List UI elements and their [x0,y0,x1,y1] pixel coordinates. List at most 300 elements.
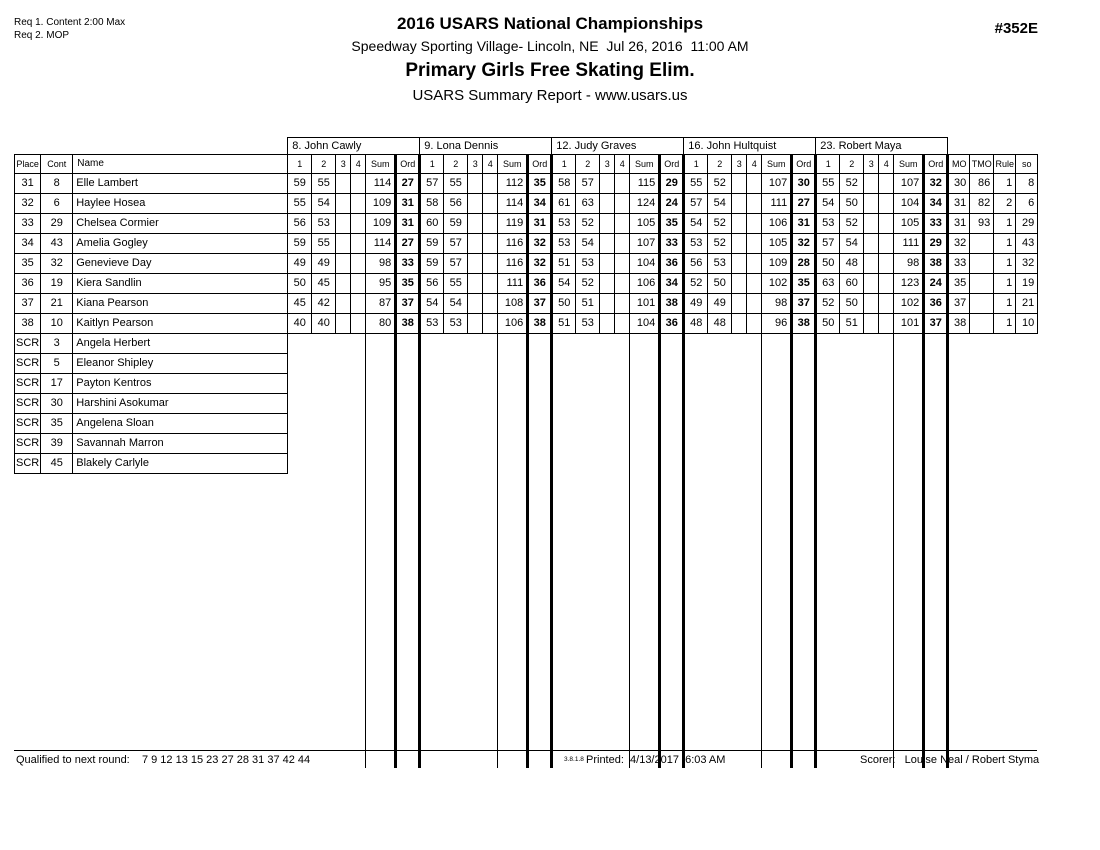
judge-name-1: 8. John Cawly [288,138,420,155]
grid-line-cell [366,354,396,374]
judge4-ordinal: 31 [792,214,816,234]
judge1-score-3 [336,194,351,214]
judge1-score-1: 45 [288,294,312,314]
header-judge5-sum: Sum [894,155,924,174]
header-judge1-ord: Ord [396,155,420,174]
judge1-score-1: 59 [288,234,312,254]
judge4-score-3 [732,314,747,334]
judge3-score-1: 51 [552,314,576,334]
grid-spacer [948,354,1038,374]
judge2-ordinal: 32 [528,254,552,274]
grid-line-cell [924,354,948,374]
judge2-score-1: 57 [420,174,444,194]
rule-value: 1 [994,314,1016,334]
grid-line-cell [792,474,816,769]
tmo-value: 82 [970,194,994,214]
judge2-score-2: 55 [444,274,468,294]
judge1-score-3 [336,254,351,274]
header-name: Name [73,155,288,174]
grid-line-cell [684,434,762,454]
judge1-sum: 87 [366,294,396,314]
grid-line-cell [684,374,762,394]
judge4-ordinal: 37 [792,294,816,314]
grid-line-cell [924,474,948,769]
tmo-value: 86 [970,174,994,194]
grid-line-cell [528,454,552,474]
grid-line-cell [816,394,894,414]
rule-value: 1 [994,254,1016,274]
grid-line-cell [630,354,660,374]
judge5-score-2: 52 [840,214,864,234]
judge4-score-4 [747,194,762,214]
judge3-sum: 115 [630,174,660,194]
place-value: 38 [15,314,41,334]
grid-line-cell [288,474,366,769]
header-judge4-2: 2 [708,155,732,174]
grid-line-cell [396,434,420,454]
judge3-score-4 [615,194,630,214]
judge3-sum: 105 [630,214,660,234]
judge5-ordinal: 24 [924,274,948,294]
header-judge2-4: 4 [483,155,498,174]
column-header-row [15,155,1038,174]
contestant-number: 5 [41,354,73,374]
contestant-number: 6 [41,194,73,214]
judge5-score-2: 51 [840,314,864,334]
judge4-score-2: 49 [708,294,732,314]
grid-line-cell [762,374,792,394]
grid-line-cell [498,454,528,474]
grid-line-cell [924,434,948,454]
grid-line-cell [630,434,660,454]
grid-line-cell [630,334,660,354]
judge3-score-1: 61 [552,194,576,214]
mo-value: 35 [948,274,970,294]
judge3-score-1: 58 [552,174,576,194]
judge3-ordinal: 36 [660,314,684,334]
judge3-score-4 [615,234,630,254]
scratch-row [15,374,1038,394]
judge5-ordinal: 38 [924,254,948,274]
judge2-score-1: 53 [420,314,444,334]
judge4-score-3 [732,194,747,214]
judge4-score-2: 48 [708,314,732,334]
header-judge1-4: 4 [351,155,366,174]
header-rule: Rule [994,155,1016,174]
tmo-value [970,254,994,274]
judge3-score-2: 51 [576,294,600,314]
judge2-ordinal: 35 [528,174,552,194]
grid-line-cell [816,474,894,769]
judge2-sum: 112 [498,174,528,194]
judge2-score-2: 57 [444,234,468,254]
judge2-score-2: 59 [444,214,468,234]
judge4-score-2: 52 [708,214,732,234]
judge1-score-2: 54 [312,194,336,214]
mo-value: 38 [948,314,970,334]
header-cont: Cont [41,155,73,174]
judge4-score-1: 55 [684,174,708,194]
grid-line-cell [396,374,420,394]
judge3-sum: 106 [630,274,660,294]
judge3-score-3 [600,194,615,214]
judge1-score-4 [351,294,366,314]
judge-name-3: 12. Judy Graves [552,138,684,155]
judge4-score-4 [747,314,762,334]
judge2-sum: 116 [498,254,528,274]
judge1-score-4 [351,194,366,214]
judge2-score-3 [468,214,483,234]
judge1-sum: 109 [366,194,396,214]
judge4-score-1: 52 [684,274,708,294]
judge1-ordinal: 35 [396,274,420,294]
grid-line-cell [924,414,948,434]
grid-line-cell [684,454,762,474]
grid-line-cell [366,454,396,474]
grid-line-cell [552,454,630,474]
grid-line-cell [894,474,924,769]
scratch-row [15,414,1038,434]
grid-line-cell [366,334,396,354]
judge4-score-2: 53 [708,254,732,274]
judge4-score-1: 56 [684,254,708,274]
judge3-score-3 [600,254,615,274]
judge3-ordinal: 29 [660,174,684,194]
header-tmo: TMO [970,155,994,174]
judge5-score-1: 50 [816,314,840,334]
header-judge3-4: 4 [615,155,630,174]
grid-line-cell [762,414,792,434]
skater-name: Eleanor Shipley [73,354,288,374]
judge2-score-3 [468,254,483,274]
judge3-score-2: 63 [576,194,600,214]
grid-line-cell [924,374,948,394]
judge-name-2: 9. Lona Dennis [420,138,552,155]
grid-line-cell [816,414,894,434]
printed-timestamp: Printed: 4/13/2017 6:03 AM [586,754,726,766]
grid-line-cell [498,434,528,454]
judge1-ordinal: 38 [396,314,420,334]
header-judge5-4: 4 [879,155,894,174]
judge1-score-3 [336,234,351,254]
grid-line-cell [420,334,498,354]
contestant-number: 32 [41,254,73,274]
judge5-sum: 98 [894,254,924,274]
judge3-score-2: 52 [576,274,600,294]
so-value: 32 [1016,254,1038,274]
judge3-score-3 [600,314,615,334]
judge1-score-3 [336,314,351,334]
grid-line-cell [894,434,924,454]
place-value: SCR [15,334,41,354]
judge3-ordinal: 35 [660,214,684,234]
grid-line-cell [924,454,948,474]
judge2-ordinal: 34 [528,194,552,214]
grid-line-cell [498,334,528,354]
result-row [15,214,1038,234]
grid-line-cell [528,414,552,434]
judge4-score-2: 50 [708,274,732,294]
header-judge2-1: 1 [420,155,444,174]
grid-line-cell [630,394,660,414]
judge4-sum: 98 [762,294,792,314]
grid-line-cell [792,394,816,414]
judge5-score-3 [864,174,879,194]
header-judge3-1: 1 [552,155,576,174]
grid-line-cell [396,474,420,769]
grid-line-cell [630,414,660,434]
judge2-ordinal: 32 [528,234,552,254]
grid-line-cell [552,334,630,354]
judge2-score-4 [483,234,498,254]
skater-name: Haylee Hosea [73,194,288,214]
judge5-ordinal: 32 [924,174,948,194]
grid-line-cell [660,354,684,374]
grid-line-cell [366,394,396,414]
grid-spacer [948,474,1038,769]
rule-value: 2 [994,194,1016,214]
judge2-score-3 [468,294,483,314]
judge2-score-1: 59 [420,234,444,254]
judge3-score-2: 53 [576,254,600,274]
judge2-score-2: 55 [444,174,468,194]
grid-line-cell [528,394,552,414]
grid-line-cell [792,434,816,454]
so-value: 6 [1016,194,1038,214]
judge3-score-1: 53 [552,214,576,234]
judge4-score-4 [747,234,762,254]
grid-line-cell [924,334,948,354]
result-row [15,194,1038,214]
grid-line-cell [288,334,366,354]
judge4-score-2: 54 [708,194,732,214]
judge4-score-2: 52 [708,174,732,194]
scratch-row [15,434,1038,454]
judge4-ordinal: 30 [792,174,816,194]
skater-name: Genevieve Day [73,254,288,274]
qualified-next-round-text: Qualified to next round: 7 9 12 13 15 23 27 28 31 37 42 44 [16,754,311,766]
place-value: SCR [15,414,41,434]
header-judge5-2: 2 [840,155,864,174]
grid-line-cell [816,334,894,354]
judge1-score-4 [351,174,366,194]
judge3-score-4 [615,214,630,234]
judge2-ordinal: 31 [528,214,552,234]
judge1-score-2: 40 [312,314,336,334]
judge1-score-2: 53 [312,214,336,234]
judge4-sum: 105 [762,234,792,254]
grid-line-cell [498,354,528,374]
mo-value: 37 [948,294,970,314]
result-row [15,234,1038,254]
grid-line-cell [420,434,498,454]
grid-line-cell [894,334,924,354]
judge5-score-4 [879,294,894,314]
grid-line-cell [498,374,528,394]
grid-line-cell [420,394,498,414]
judge5-score-3 [864,254,879,274]
judge3-score-3 [600,294,615,314]
grid-line-cell [420,374,498,394]
grid-line-cell [420,474,498,769]
grid-line-cell [894,454,924,474]
grid-line-cell [498,474,528,769]
header-mo: MO [948,155,970,174]
judge2-score-3 [468,174,483,194]
event-title: Primary Girls Free Skating Elim. [405,60,695,81]
result-row [15,254,1038,274]
judge5-score-3 [864,214,879,234]
contestant-number: 3 [41,334,73,354]
judge5-score-1: 52 [816,294,840,314]
judge2-score-4 [483,274,498,294]
grid-line-cell [684,354,762,374]
judge5-score-4 [879,314,894,334]
judge5-score-3 [864,274,879,294]
judge4-score-3 [732,174,747,194]
judge1-score-3 [336,214,351,234]
header-judge3-sum: Sum [630,155,660,174]
so-value: 21 [1016,294,1038,314]
judge2-score-1: 58 [420,194,444,214]
judge5-score-1: 57 [816,234,840,254]
judge1-score-4 [351,254,366,274]
judge4-sum: 107 [762,174,792,194]
contestant-number: 17 [41,374,73,394]
grid-line-cell [792,354,816,374]
header-judge3-3: 3 [600,155,615,174]
judge1-sum: 98 [366,254,396,274]
title-block [0,14,1100,104]
grid-line-cell [366,374,396,394]
judge2-ordinal: 37 [528,294,552,314]
judge1-score-1: 55 [288,194,312,214]
grid-line-cell [552,414,630,434]
results-table [14,137,1038,768]
grid-line-cell [894,354,924,374]
judge5-score-1: 53 [816,214,840,234]
grid-line-cell [396,354,420,374]
judge-header-spacer-right [948,138,1038,155]
judge3-score-1: 51 [552,254,576,274]
header-judge2-3: 3 [468,155,483,174]
judge2-score-2: 53 [444,314,468,334]
grid-line-cell [396,454,420,474]
judge1-score-2: 45 [312,274,336,294]
judge1-sum: 109 [366,214,396,234]
grid-line-cell [528,474,552,769]
judge3-score-3 [600,214,615,234]
judge3-ordinal: 34 [660,274,684,294]
place-value: 37 [15,294,41,314]
judge-header-row [15,138,1038,155]
judge3-score-3 [600,274,615,294]
judge1-sum: 114 [366,174,396,194]
judge1-score-1: 40 [288,314,312,334]
grid-line-cell [528,354,552,374]
header-judge3-2: 2 [576,155,600,174]
judge4-sum: 96 [762,314,792,334]
tmo-value [970,294,994,314]
judge4-score-1: 53 [684,234,708,254]
judge5-score-4 [879,234,894,254]
judge5-ordinal: 33 [924,214,948,234]
result-row [15,314,1038,334]
skater-name: Kaitlyn Pearson [73,314,288,334]
judge1-score-2: 42 [312,294,336,314]
so-value: 29 [1016,214,1038,234]
place-value: SCR [15,354,41,374]
place-value: SCR [15,454,41,474]
judge4-score-3 [732,214,747,234]
grid-line-cell [528,374,552,394]
judge4-score-1: 57 [684,194,708,214]
grid-line-cell [288,414,366,434]
so-value: 8 [1016,174,1038,194]
scratch-row [15,334,1038,354]
grid-line-cell [792,454,816,474]
skater-name: Kiana Pearson [73,294,288,314]
header-judge4-sum: Sum [762,155,792,174]
grid-line-cell [894,394,924,414]
contestant-number: 35 [41,414,73,434]
place-value: 31 [15,174,41,194]
skater-name: Savannah Marron [73,434,288,454]
judge5-score-2: 52 [840,174,864,194]
judge4-ordinal: 27 [792,194,816,214]
judge3-sum: 107 [630,234,660,254]
rule-value: 1 [994,274,1016,294]
grid-line-cell [630,374,660,394]
judge5-score-4 [879,254,894,274]
judge5-score-2: 50 [840,194,864,214]
tmo-value: 93 [970,214,994,234]
grid-line-cell [792,414,816,434]
skater-name: Elle Lambert [73,174,288,194]
judge1-ordinal: 31 [396,194,420,214]
rule-value: 1 [994,214,1016,234]
judge3-score-4 [615,314,630,334]
grid-line-cell [396,414,420,434]
tmo-value [970,274,994,294]
judge4-score-1: 49 [684,294,708,314]
grid-line-cell [660,334,684,354]
contestant-number: 45 [41,454,73,474]
judge3-sum: 101 [630,294,660,314]
judge4-ordinal: 35 [792,274,816,294]
judge1-score-4 [351,214,366,234]
grid-line-cell [762,454,792,474]
place-value: 35 [15,254,41,274]
mo-value: 31 [948,214,970,234]
judge3-sum: 104 [630,314,660,334]
judge4-ordinal: 32 [792,234,816,254]
grid-line-cell [528,434,552,454]
skater-name: Blakely Carlyle [73,454,288,474]
grid-line-cell [498,414,528,434]
judge1-score-3 [336,274,351,294]
grid-line-cell [660,454,684,474]
judge1-score-3 [336,174,351,194]
grid-line-cell [660,394,684,414]
judge2-score-2: 57 [444,254,468,274]
judge5-score-2: 50 [840,294,864,314]
judge2-sum: 108 [498,294,528,314]
skater-name: Angelena Sloan [73,414,288,434]
judge5-score-4 [879,194,894,214]
judge5-sum: 111 [894,234,924,254]
grid-line-cell [816,434,894,454]
